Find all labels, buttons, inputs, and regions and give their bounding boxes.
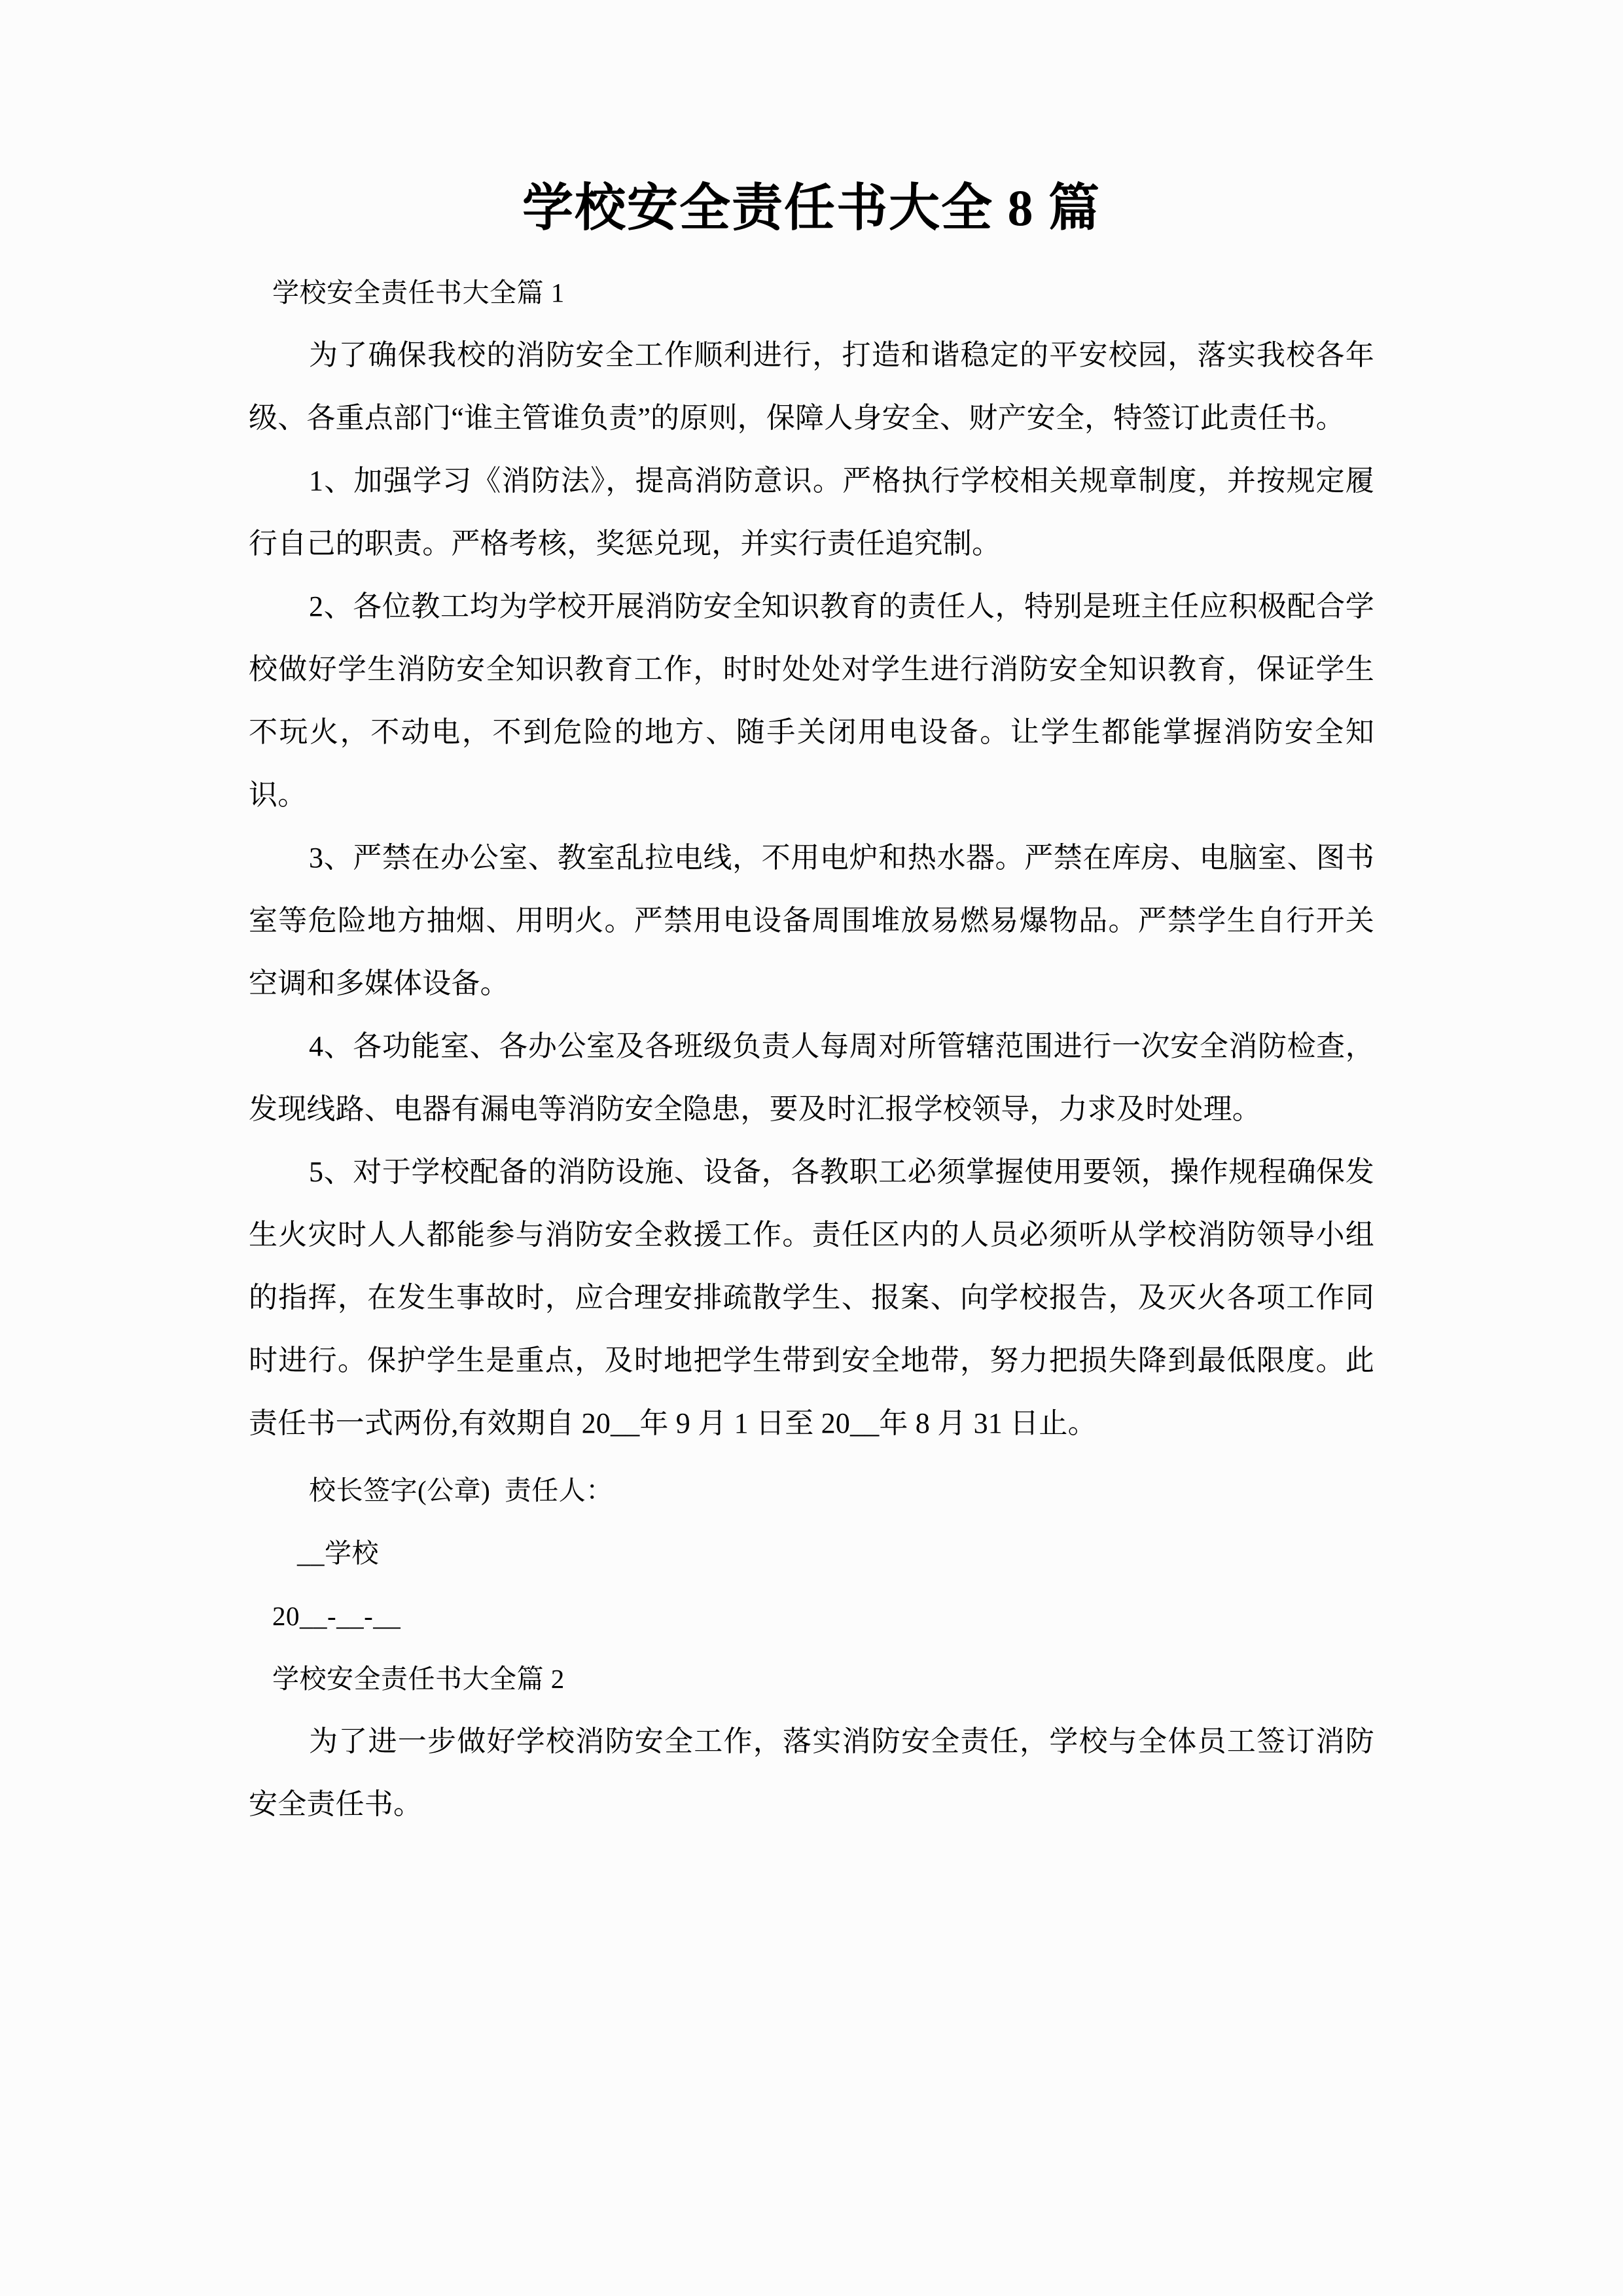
- signature-principal-line: 校长签字(公章) 责任人：: [309, 1475, 613, 1506]
- section-heading-1: 学校安全责任书大全篇 1: [272, 278, 565, 308]
- page-title: 学校安全责任书大全 8 篇: [522, 179, 1101, 236]
- signature-date-line: 20__-__-__: [272, 1601, 401, 1632]
- section-1-paragraph-item-5: 5、对于学校配备的消防设施、设备，各教职工必须掌握使用要领，操作规程确保发生火灾时人人都能参与消防安全救援工作。责任区内的人员必须听从学校消防领导小组的指挥，在发生事故时，应合理安排疏散学生、报案、向学校报告，及灭火各项工作同时进行。保护学生是重点，及时地把学生带到安全地带，努力把损失降到最低限度。此责任书一式两份,有效期自 20__年 9 月 1 日至 20__年 8 月 31 日止。: [249, 1156, 1374, 1440]
- section-1-paragraph-item-1: 1、加强学习《消防法》，提高消防意识。严格执行学校相关规章制度，并按规定履行自己的职责。严格考核，奖惩兑现，并实行责任追究制。: [249, 465, 1374, 560]
- section-1-paragraph-item-4: 4、各功能室、各办公室及各班级负责人每周对所管辖范围进行一次安全消防检查，发现线路、电器有漏电等消防安全隐患，要及时汇报学校领导，力求及时处理。: [249, 1030, 1374, 1126]
- section-2-paragraph-intro: 为了进一步做好学校消防安全工作，落实消防安全责任，学校与全体员工签订消防安全责任书。: [249, 1725, 1374, 1821]
- section-1-paragraph-item-2: 2、各位教工均为学校开展消防安全知识教育的责任人，特别是班主任应积极配合学校做好学生消防安全知识教育工作，时时处处对学生进行消防安全知识教育，保证学生不玩火，不动电，不到危险的地方、随手关闭用电设备。让学生都能掌握消防安全知识。: [249, 590, 1374, 812]
- signature-school-line: __学校: [297, 1538, 379, 1569]
- page-content: [249, 177, 1374, 1836]
- section-1-paragraph-item-3: 3、严禁在办公室、教室乱拉电线，不用电炉和热水器。严禁在库房、电脑室、图书室等危险地方抽烟、用明火。严禁用电设备周围堆放易燃易爆物品。严禁学生自行开关空调和多媒体设备。: [249, 842, 1374, 1000]
- section-heading-2: 学校安全责任书大全篇 2: [272, 1664, 565, 1695]
- section-1-paragraph-intro: 为了确保我校的消防安全工作顺利进行，打造和谐稳定的平安校园，落实我校各年级、各重点部门“谁主管谁负责”的原则，保障人身安全、财产安全，特签订此责任书。: [249, 339, 1374, 435]
